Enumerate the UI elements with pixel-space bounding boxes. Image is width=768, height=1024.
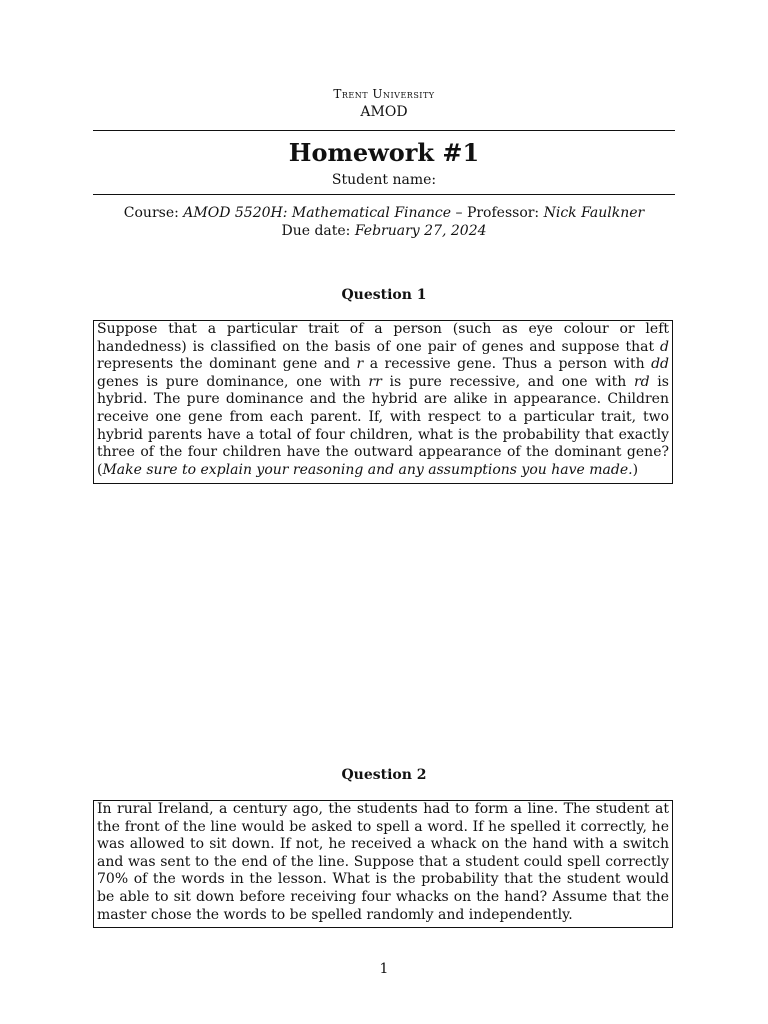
course-line [93,204,675,222]
due-label: Due date: [281,223,351,239]
q1-text: a recessive gene. Thus a person with [363,356,652,373]
document-page [93,0,675,1024]
q1-var: dd [651,356,670,373]
q1-text: genes is pure dominance, one with [97,373,369,390]
professor-name: Nick Faulkner [543,205,645,221]
university-name: Trent University [333,87,435,101]
q1-text: is hybrid. The pure dominance and the hybrid are alike in appearance. Children receive one gene from each parent. If, with respect to a particular trait, two hybrid parents have a total of four children, what is the probability that exactly three of the four children have the outward appearance of the dominant gene? ( [97,373,669,478]
due-date-line [93,222,675,240]
q1-text: Suppose that a particular trait of a person (such as eye colour or left handedness) is classified on the basis of one pair of genes and suppose that [97,321,669,355]
question-2-box [93,800,673,928]
student-name-label: Student name: [331,172,437,188]
professor-label: Professor: [466,205,540,221]
course-label: Course: [123,205,179,221]
q1-var: r [356,356,364,373]
course-name: AMOD 5520H: Mathematical Finance [183,205,452,221]
q1-var: rd [633,373,650,390]
course-dash: – [455,205,463,221]
q2-text: In rural Ireland, a century ago, the students had to form a line. The student at the front of the line would be asked to spell a word. If he spelled it correctly, he was allowed to sit down. If not, he received a whack on the hand with a switch and was sent to the end of the line. Suppose that a student could spell correctly 70% of the words in the lesson. What is the probability that the student would be able to sit down before receiving four whacks on the hand? Assume that the master chose the words to be spelled randomly and independently. [97,801,669,923]
due-date: February 27, 2024 [354,223,487,239]
q1-var: rr [368,373,382,390]
q1-text: ) [632,461,639,478]
q1-text: is pure recessive, and one with [381,373,634,390]
question-1-heading: Question 1 [341,287,427,303]
q1-text: represents the dominant gene and [97,356,357,373]
q1-var: d [660,338,669,355]
top-rule [93,130,675,131]
page-title: Homework #1 [288,138,480,167]
department-name: AMOD [360,104,408,120]
page-number: 1 [379,961,389,977]
q1-note: Make sure to explain your reasoning and any assumptions you have made. [102,461,633,478]
bottom-rule [93,194,675,195]
question-1-box [93,320,673,484]
question-2-heading: Question 2 [341,767,427,783]
